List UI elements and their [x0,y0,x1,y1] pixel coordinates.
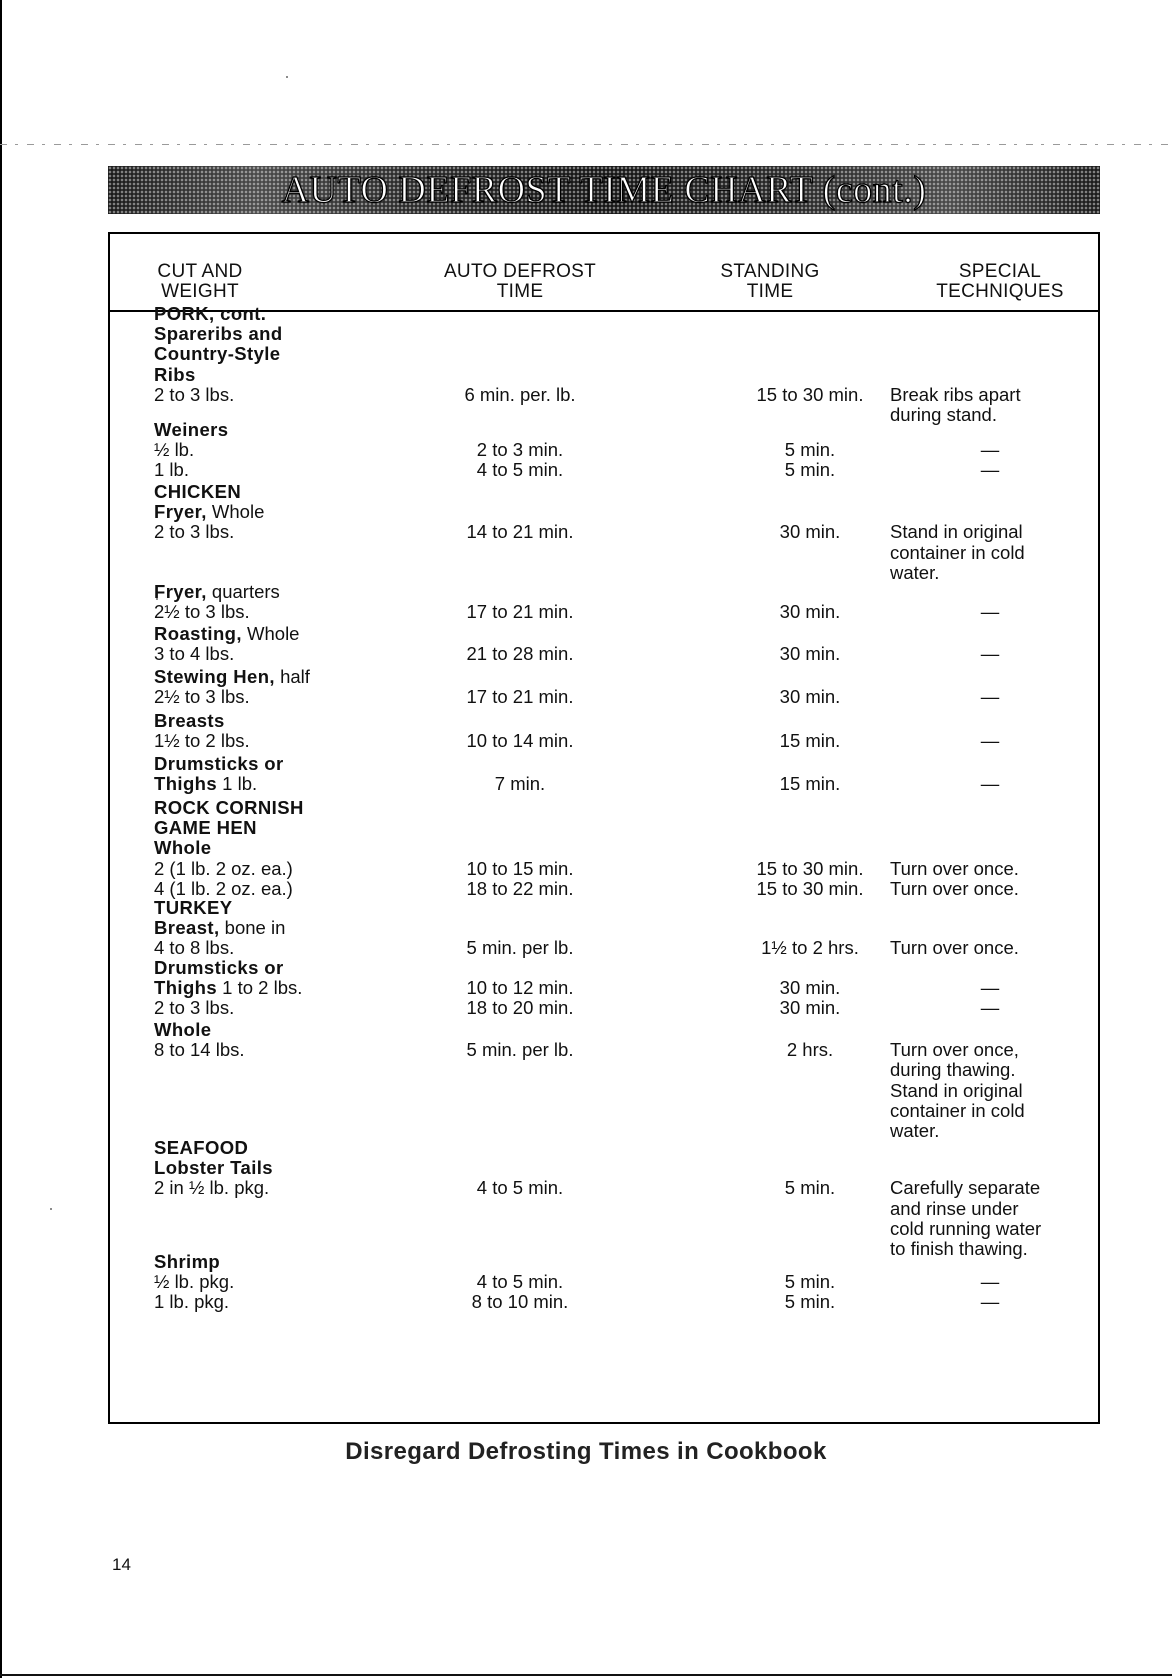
table-row-cut-weight [154,667,310,707]
special-technique-line: — [980,459,1000,481]
table-cell-auto-defrost-time [420,859,620,899]
table-cell-auto-defrost-time [420,385,620,405]
standing-time-line: 15 min. [779,773,841,795]
cut-line [154,624,299,644]
cut-qualifier: 1 lb. [217,773,258,795]
cut-line [154,798,304,818]
special-technique-line: — [980,601,1000,623]
table-cell-standing-time [735,687,885,707]
special-technique-line: Break ribs apart [890,383,1021,405]
special-technique-line: Stand in original [890,521,1023,543]
print-speck [50,1208,52,1210]
table-cell-special-technique [890,385,1090,425]
cut-line: 2 (1 lb. 2 oz. ea.) [154,857,293,879]
cut-label: PORK, cont. [154,303,267,324]
special-technique-line: — [980,1271,1000,1293]
cut-label: SEAFOOD [154,1137,249,1158]
cut-line [154,344,283,364]
table-cell-auto-defrost-time [420,644,620,664]
special-technique-line: — [980,730,1000,752]
table-cell-special-technique [890,1272,1090,1312]
auto-defrost-time-line: 4 to 5 min. [476,1271,564,1293]
standing-time-line: 15 min. [779,730,841,752]
table-row-cut-weight [154,711,250,751]
page-number: 14 [112,1555,131,1574]
cut-label: GAME HEN [154,817,257,839]
cut-line [154,502,264,522]
special-technique-line: Turn over once. [890,857,1019,879]
cut-label: Stewing Hen, [154,666,275,687]
auto-defrost-time-line: 17 to 21 min. [466,686,574,708]
header-special-techniques: SPECIAL TECHNIQUES [936,261,1064,302]
cut-label: CHICKEN [154,481,242,502]
cut-label: Thighs [154,977,218,999]
special-technique-line: to finish thawing. [890,1238,1028,1259]
auto-defrost-time-line: 4 to 5 min. [476,459,564,481]
header-standing-time: STANDING TIME [720,261,820,302]
table-cell-standing-time [735,644,885,664]
standing-time-line: 5 min. [784,459,836,481]
table-cell-auto-defrost-time [420,602,620,622]
auto-defrost-time-line: 4 to 5 min. [476,1177,564,1199]
auto-defrost-time-line: 10 to 12 min. [466,977,574,999]
cut-label: Roasting, [154,623,242,644]
table-cell-auto-defrost-time [420,978,620,1018]
table-cell-special-technique [890,938,1090,958]
cut-label: Fryer, [154,501,207,523]
table-cell-auto-defrost-time [420,440,620,480]
chart-banner [108,166,1100,214]
special-technique-line: — [980,773,1000,795]
cut-label: Ribs [154,363,196,385]
special-technique-line: Turn over once. [890,937,1019,959]
special-technique-line: — [980,977,1000,999]
cut-line: 3 to 4 lbs. [154,643,235,665]
cut-line [154,667,310,687]
standing-time-line: 15 to 30 min. [756,877,864,899]
cut-qualifier: quarters [206,581,280,602]
cut-label: Weiners [154,419,229,440]
table-cell-standing-time [735,1040,885,1060]
table-row-cut-weight [154,798,304,899]
table-cell-auto-defrost-time [420,522,620,542]
cut-line [154,978,302,998]
table-cell-standing-time [735,1178,885,1198]
table-cell-auto-defrost-time [420,1178,620,1198]
table-cell-standing-time [735,731,885,751]
special-technique-line: container in cold [890,541,1025,563]
defrost-chart-table [108,232,1100,1424]
cut-line [154,711,250,731]
cut-line: 2 in ½ lb. pkg. [154,1177,270,1199]
table-cell-auto-defrost-time [420,1040,620,1060]
special-technique-line: — [980,643,1000,665]
special-technique-line: and rinse under [890,1197,1019,1219]
table-cell-standing-time [735,440,885,480]
cut-line [154,582,280,602]
cut-line: 4 to 8 lbs. [154,937,235,959]
standing-time-line: 30 min. [779,997,841,1019]
standing-time-line: 30 min. [779,601,841,623]
cut-qualifier: Whole [241,623,300,644]
cut-line: 2 to 3 lbs. [154,383,235,405]
table-cell-auto-defrost-time [420,731,620,751]
auto-defrost-time-line: 7 min. [494,773,546,795]
dashed-separator [0,144,1172,145]
auto-defrost-time-line: 14 to 21 min. [466,521,574,543]
cut-line: 2 to 3 lbs. [154,521,235,543]
header-cut-weight: CUT AND WEIGHT [157,261,243,302]
cut-line [154,482,264,502]
cut-line [154,1020,245,1040]
auto-defrost-time-line: 8 to 10 min. [471,1291,569,1313]
cut-qualifier: 1 to 2 lbs. [217,977,303,999]
cut-label: Breast, [154,917,220,939]
table-cell-standing-time [735,978,885,1018]
special-technique-line: during stand. [890,404,997,425]
cut-line: 1 lb. [154,459,189,481]
special-technique-line: Turn over once. [890,877,1019,899]
table-row-cut-weight [154,582,280,622]
cut-line: 1½ to 2 lbs. [154,730,250,752]
cut-line: 1 lb. pkg. [154,1291,230,1313]
cut-line [154,324,283,344]
special-technique-line: Turn over once, [890,1039,1019,1061]
cut-label: Whole [154,1019,212,1040]
standing-time-line: 30 min. [779,521,841,543]
cut-label: Drumsticks or [154,753,284,774]
cut-line [154,365,283,385]
special-technique-line: — [980,1291,1000,1313]
special-technique-line: — [980,686,1000,708]
special-technique-line: water. [890,561,940,583]
cut-line [154,918,285,938]
table-row-cut-weight [154,304,283,405]
cut-qualifier: bone in [219,917,286,939]
special-technique-line: Carefully separate [890,1177,1041,1199]
special-technique-line: — [980,439,1000,461]
special-technique-line: Stand in original [890,1079,1023,1101]
table-cell-standing-time [735,602,885,622]
table-row-cut-weight [154,958,302,1019]
cut-line [154,304,283,324]
table-row-cut-weight [154,754,284,794]
table-cell-special-technique [890,978,1090,1018]
cut-line: 2½ to 3 lbs. [154,686,250,708]
standing-time-line: 30 min. [779,643,841,665]
cut-line: 4 (1 lb. 2 oz. ea.) [154,877,293,899]
cut-line [154,1138,273,1158]
special-technique-line: — [980,997,1000,1019]
cut-line [154,898,285,918]
table-cell-special-technique [890,731,1090,751]
standing-time-line: 1½ to 2 hrs. [761,937,859,959]
special-technique-line: container in cold [890,1099,1025,1121]
table-cell-special-technique [890,687,1090,707]
auto-defrost-time-line: 10 to 15 min. [466,857,574,879]
auto-defrost-time-line: 5 min. per lb. [466,937,574,959]
cut-line [154,1252,234,1272]
table-cell-special-technique [890,602,1090,622]
standing-time-line: 15 to 30 min. [756,383,864,405]
cut-label: Breasts [154,710,225,731]
special-technique-line: water. [890,1120,940,1141]
cut-label: ROCK CORNISH [154,797,304,818]
table-cell-standing-time [735,1272,885,1312]
table-cell-special-technique [890,859,1090,899]
table-row-cut-weight [154,420,228,481]
cut-label: TURKEY [154,897,233,918]
table-cell-standing-time [735,859,885,899]
standing-time-line: 5 min. [784,1177,836,1199]
standing-time-line: 15 to 30 min. [756,857,864,879]
cut-label: Spareribs and [154,323,283,345]
table-row-cut-weight [154,1252,234,1313]
standing-time-line: 2 hrs. [786,1039,834,1061]
standing-time-line: 5 min. [784,1291,836,1313]
page-bottom-border [0,1674,1172,1676]
cut-qualifier: Whole [206,501,265,523]
table-row-cut-weight [154,482,264,543]
header-auto-defrost-time: AUTO DEFROST TIME [443,261,597,302]
banner-title: AUTO DEFROST TIME CHART (cont.) [281,169,927,211]
special-technique-line: cold running water [890,1217,1042,1239]
auto-defrost-time-line: 18 to 20 min. [466,997,574,1019]
auto-defrost-time-line: 2 to 3 min. [476,439,564,461]
cut-line [154,774,284,794]
table-row-cut-weight [154,624,299,664]
cut-line [154,754,284,774]
table-body [110,234,1098,1424]
cut-line [154,838,304,858]
table-cell-standing-time [735,522,885,542]
standing-time-line: 5 min. [784,1271,836,1293]
standing-time-line: 30 min. [779,977,841,999]
table-cell-auto-defrost-time [420,938,620,958]
table-cell-special-technique [890,1040,1090,1141]
cut-line: 8 to 14 lbs. [154,1039,245,1061]
standing-time-line: 5 min. [784,439,836,461]
cut-line [154,1158,273,1178]
auto-defrost-time-line: 17 to 21 min. [466,601,574,623]
cut-qualifier: half [274,666,310,687]
table-cell-special-technique [890,440,1090,480]
table-cell-standing-time [735,938,885,958]
cut-label: Fryer, [154,581,207,602]
table-cell-standing-time [735,774,885,794]
cut-label: Country-Style [154,343,281,365]
table-cell-special-technique [890,1178,1090,1259]
cut-label: Shrimp [154,1251,221,1272]
cut-line: 2½ to 3 lbs. [154,601,250,623]
table-cell-auto-defrost-time [420,687,620,707]
auto-defrost-time-line: 21 to 28 min. [466,643,574,665]
print-speck [286,76,288,78]
table-cell-standing-time [735,385,885,405]
table-row-cut-weight [154,1138,273,1199]
table-cell-special-technique [890,522,1090,583]
table-cell-special-technique [890,774,1090,794]
cut-line: 2 to 3 lbs. [154,997,235,1019]
page-left-border [0,0,2,1678]
auto-defrost-time-line: 18 to 22 min. [466,877,574,899]
cut-line [154,818,304,838]
cut-label: Whole [154,837,212,859]
table-row-cut-weight [154,1020,245,1060]
auto-defrost-time-line: 5 min. per lb. [466,1039,574,1061]
table-cell-special-technique [890,644,1090,664]
table-cell-auto-defrost-time [420,1272,620,1312]
cut-line: ½ lb. [154,439,195,461]
footer-note: Disregard Defrosting Times in Cookbook [345,1438,827,1465]
cut-line: ½ lb. pkg. [154,1271,235,1293]
auto-defrost-time-line: 10 to 14 min. [466,730,574,752]
cut-label: Thighs [154,773,218,795]
cut-line [154,420,228,440]
auto-defrost-time-line: 6 min. per. lb. [464,383,576,405]
standing-time-line: 30 min. [779,686,841,708]
special-technique-line: during thawing. [890,1059,1016,1081]
cut-label: Lobster Tails [154,1157,273,1179]
cut-label: Drumsticks or [154,957,284,978]
table-cell-auto-defrost-time [420,774,620,794]
table-row-cut-weight [154,898,285,959]
cut-line [154,958,302,978]
